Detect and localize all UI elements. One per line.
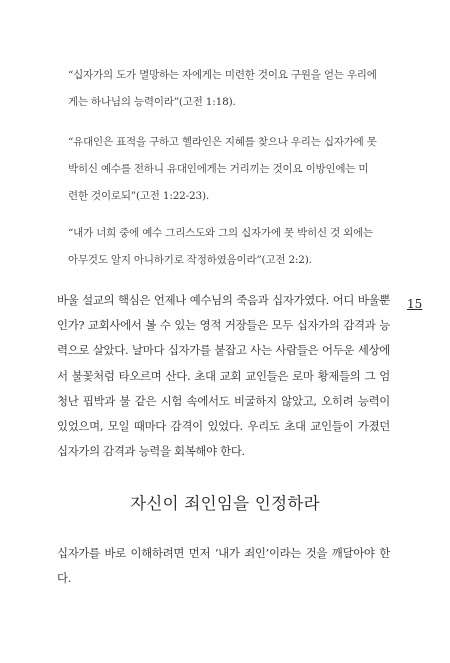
scripture-quote-2: “유대인은 표적을 구하고 헬라인은 지혜를 찾으나 우리는 십자가에 못 박히신 예수를 전하니 유대인에게는 거리끼는 것이요 이방인에는 미련한 것이로되”(고전 1:22-23). [68,136,377,202]
section-heading: 자신이 죄인임을 인정하라 [130,494,320,513]
scripture-quote-3: “내가 너희 중에 예수 그리스도와 그의 십자가에 못 박히신 것 외에는 아무것도 알지 아니하기로 작정하였음이라”(고전 2:2). [68,227,374,266]
body-paragraph: 바울 설교의 핵심은 언제나 예수님의 죽음과 십자가였다. 어디 바울뿐인가? 교회사에서 볼 수 있는 영적 거장들은 모두 십자가의 감격과 능력으로 살았다. 날마다 십자가를 붙잡고 사는 사람들은 어두운 세상에서 불꽃처럼 타오르며 산다. 초대 교회 교인들은 로마 황제들의 그 엄청난 핍박과 불 같은 시험 속에서도 비굴하지 않았고, 오히려 능력이 있었으며, 모일 때마다 감격이 있었다. 우리도 초대 교인들이 가졌던 십자가의 감격과 능력을 회복해야 한다. [57,293,390,459]
page-number: 15 [407,297,423,311]
scripture-quote-1: “십자가의 도가 멸망하는 자에게는 미련한 것이요 구원을 얻는 우리에게는 하나님의 능력이라”(고전 1:18). [68,69,377,108]
closing-paragraph: 십자가를 바로 이해하려면 먼저 ‘내가 죄인’이라는 것을 깨달아야 한다. [57,546,390,586]
